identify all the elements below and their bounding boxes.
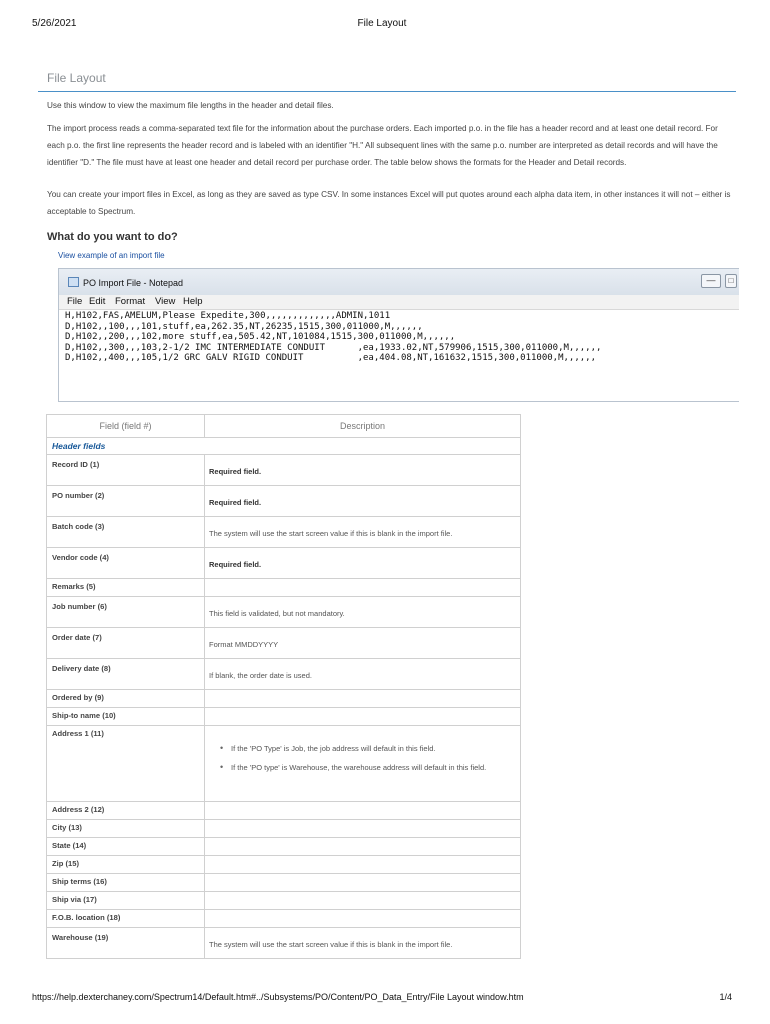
notepad-screenshot (58, 268, 739, 402)
field-name: Order date (7) (52, 633, 102, 642)
field-name: Vendor code (4) (52, 553, 109, 562)
table-row (47, 486, 521, 517)
maximize-button[interactable]: □ (725, 274, 737, 288)
field-name: Remarks (5) (52, 582, 96, 591)
text-line: D,H102,,400,,,105,1/2 GRC GALV RIGID CONDUIT ,ea,404.08,NT,161632,1515,300,011000,M,,,,,, (65, 353, 597, 363)
notepad-title: PO Import File - Notepad (83, 278, 184, 288)
menu-file[interactable]: File (67, 296, 83, 307)
print-footer (32, 992, 732, 1006)
table-row (47, 874, 521, 892)
list-item: • If the 'PO type' is Warehouse, the warehouse address will default in this field. (219, 760, 512, 775)
text-line: D,H102,,200,,,102,more stuff,ea,505.42,NT,101084,1515,300,011000,M,,,,,, (65, 332, 456, 342)
field-name: Ordered by (9) (52, 693, 104, 702)
menu-format[interactable]: Format (115, 296, 146, 307)
field-name: City (13) (52, 823, 82, 832)
header-fields-label: Header fields (52, 441, 106, 451)
col-header-description: Description (205, 415, 521, 438)
table-row (47, 628, 521, 659)
list-item: • If the 'PO Type' is Job, the job address will default in this field. (219, 741, 512, 756)
menu-help[interactable]: Help (183, 296, 203, 307)
table-row (47, 928, 521, 959)
field-description (205, 892, 521, 910)
address-bullet-list (205, 726, 520, 775)
field-description: Required field. (209, 467, 262, 476)
what-do-you-want-heading: What do you want to do? (47, 231, 178, 243)
table-row (47, 892, 521, 910)
notepad-titlebar (59, 269, 739, 295)
page-title: File Layout (47, 71, 106, 85)
table-row (47, 455, 521, 486)
text-line: D,H102,,300,,,103,2-1/2 IMC INTERMEDIATE CONDUIT ,ea,1933.02,NT,579906,1515,300,011000,M,,,,,, (65, 342, 602, 353)
field-description: The system will use the start screen value if this is blank in the import file. (209, 940, 453, 949)
intro-paragraph: Use this window to view the maximum file lengths in the header and detail files. (47, 101, 334, 110)
text-line: D,H102,,100,,,101,stuff,ea,262.35,NT,26235,1515,300,011000,M,,,,,, (65, 321, 423, 332)
field-description: The system will use the start screen value if this is blank in the import file. (209, 529, 453, 538)
field-name: Warehouse (19) (52, 933, 109, 942)
table-row (47, 690, 521, 708)
text-line: H,H102,FAS,AMELUM,Please Expedite,300,,,,,,,,,,,,,ADMIN,1011 (65, 311, 391, 321)
field-description (205, 838, 521, 856)
field-name: Ship via (17) (52, 895, 97, 904)
field-name: Record ID (1) (52, 460, 100, 469)
table-row (47, 856, 521, 874)
print-title: File Layout (357, 18, 407, 29)
notepad-text-area[interactable] (65, 311, 739, 364)
field-name: Job number (6) (52, 602, 107, 611)
field-description: If blank, the order date is used. (209, 671, 312, 680)
field-description (205, 874, 521, 892)
table-row (47, 708, 521, 726)
field-description (205, 856, 521, 874)
field-name: F.O.B. location (18) (52, 913, 121, 922)
field-name: Zip (15) (52, 859, 80, 868)
print-date: 5/26/2021 (32, 18, 77, 29)
table-row (47, 659, 521, 690)
header-fields-table (46, 414, 521, 959)
page-number: 1/4 (719, 992, 732, 1002)
field-name: Ship-to name (10) (52, 711, 116, 720)
field-description (205, 802, 521, 820)
table-row (47, 548, 521, 579)
field-description: Required field. (209, 560, 262, 569)
field-description: Required field. (209, 498, 262, 507)
field-name: Ship terms (16) (52, 877, 107, 886)
menu-edit[interactable]: Edit (89, 296, 106, 307)
minimize-button[interactable]: — (701, 274, 721, 288)
table-row (47, 517, 521, 548)
table-row (47, 802, 521, 820)
table-row (47, 820, 521, 838)
field-name: Address 2 (12) (52, 805, 105, 814)
field-description: Format MMDDYYYY (209, 640, 279, 649)
notepad-menubar (59, 295, 739, 310)
print-header (32, 18, 732, 32)
field-name: State (14) (52, 841, 87, 850)
page-url: https://help.dexterchaney.com/Spectrum14/Default.htm#../Subsystems/PO/Content/PO_Data_Entry/File Layout window.htm (32, 992, 524, 1002)
field-name: PO number (2) (52, 491, 105, 500)
table-row (47, 597, 521, 628)
group-row (47, 438, 521, 455)
field-description (205, 579, 521, 597)
excel-csv-paragraph: You can create your import files in Excel, as long as they are saved as type CSV. In some instances Excel will put quotes around each alpha data item, in other instances it will not – either is acceptable to Spectrum. (47, 190, 731, 216)
notepad-icon (68, 277, 79, 287)
menu-view[interactable]: View (155, 296, 176, 307)
field-description (205, 820, 521, 838)
field-name: Batch code (3) (52, 522, 105, 531)
field-description: This field is validated, but not mandatory. (209, 609, 345, 618)
import-process-paragraph: The import process reads a comma-separated text file for the information about the purchase orders. Each imported p.o. in the file has a header record and at least one detail record. For each p.o. the first line represents the header record and is labeled with an identifier "H." All subsequent lines with the same p.o. number are interpreted as detail records and will have the identifier "D." The file must have at least one header and detail record per purchase order. The table below shows the formats for the Header and Detail records. (47, 124, 718, 167)
view-example-link[interactable]: View example of an import file (58, 251, 165, 260)
col-header-field: Field (field #) (47, 415, 205, 438)
table-row (47, 579, 521, 597)
field-description (205, 708, 521, 726)
field-description (205, 910, 521, 928)
field-description (205, 690, 521, 708)
field-name: Delivery date (8) (52, 664, 111, 673)
table-row (47, 838, 521, 856)
field-name: Address 1 (11) (52, 729, 104, 738)
table-row (47, 910, 521, 928)
table-row (47, 726, 521, 802)
title-divider (38, 91, 736, 92)
